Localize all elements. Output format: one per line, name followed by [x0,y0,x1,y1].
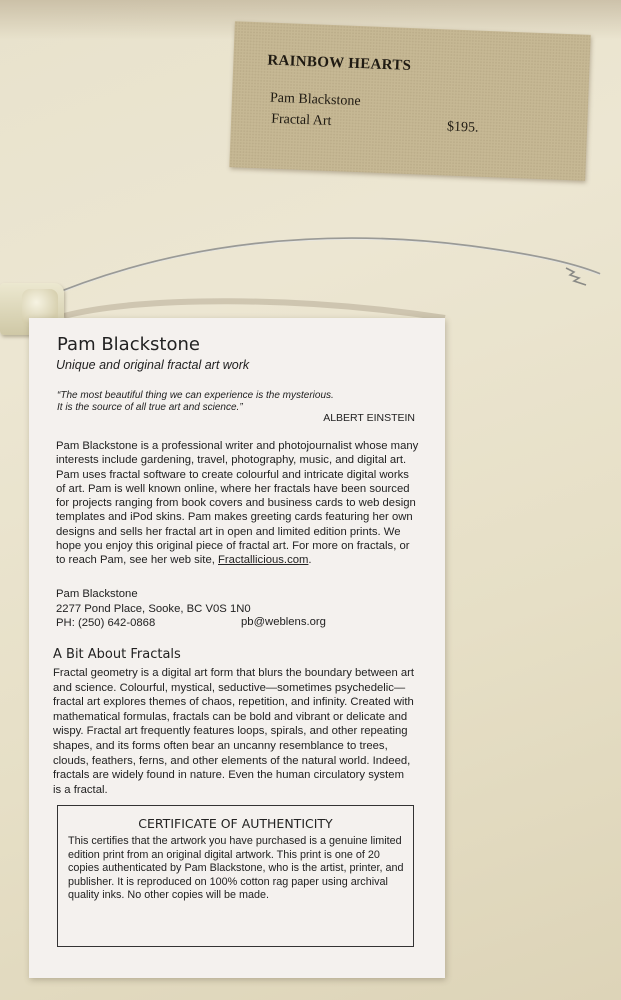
certificate-box [57,805,414,947]
certificate-text: This certifies that the artwork you have purchased is a genuine limited edition print from an original digital artwork. This print is one of 20 copies authenticated by Pam Blackstone, who is the artist, printer, and publisher. It is reproduced on 100% cotton rag paper using archival quality inks. No other copies will be made. [68,835,404,902]
artist-bio: Pam Blackstone is a professional writer and photojournalist whose many interests include gardening, travel, photography, music, and digital art. Pam uses fractal software to create colourful and intricate digital works of art. Pam is well known online, where her fractals have been sourced for projects ranging from book covers and business cards to web design templates and iPod skins. Pam makes greeting cards featuring her own designs and sells her fractal art in open and limited edition prints. We hope you enjoy this original piece of fractal art. For more on fractals, or to reach Pam, see her web site, Fractallicious.com. [56,440,419,567]
contact-email: pb@weblens.org [241,616,326,628]
certificate-title: CERTIFICATE OF AUTHENTICITY [138,816,333,831]
artwork-price: $195. [446,119,479,136]
artist-info-sheet [29,318,445,978]
artist-heading: Pam Blackstone [57,334,200,355]
tagline: Unique and original fractal art work [56,358,250,372]
quote-line-2: It is the source of all true art and science.” [57,402,243,413]
artwork-title: RAINBOW HEARTS [267,52,412,75]
fractals-heading: A Bit About Fractals [53,647,181,662]
website-link[interactable]: Fractallicious.com [218,554,309,567]
artist-name: Pam Blackstone [269,90,361,110]
contact-phone: PH: (250) 642-0868 [56,617,156,629]
fractals-text: Fractal geometry is a digital art form that blurs the boundary between art and science. Colourful, mystical, seductive—sometimes psychedelic—fractal art explores themes of chaos, repetition, and infinity. Created with mathematical formulas, fractals can be bold and vibrant or delicate and wispy. Fractal art frequently features loops, spirals, and other repeating shapes, and its forms often bear an uncanny resemblance to trees, clouds, feathers, ferns, and other elements of the natural world. Indeed, fractals are widely found in nature. Even the human circulatory system is a fractal. [53,667,415,796]
contact-address: 2277 Pond Place, Sooke, BC V0S 1N0 [56,602,251,615]
contact-block [56,587,416,631]
quote-author: ALBERT EINSTEIN [323,412,415,424]
artwork-medium: Fractal Art [270,111,332,129]
contact-name: Pam Blackstone [56,588,138,600]
quote [57,390,417,414]
bio-text: Pam Blackstone is a professional writer and photojournalist whose many interests include gardening, travel, photography, music, and digital art. Pam uses fractal software to create colourful and intricate digital works of art. Pam is well known online, where her fractals have been sourced for projects ranging from book covers and business cards to web design templates and iPod skins. Pam makes greeting cards featuring her own designs and sells her fractal art in open and limited edition prints. We hope you enjoy this original piece of fractal art. For more on fractals, or to reach Pam, see her web site, [56,440,419,567]
quote-line-1: “The most beautiful thing we can experience is the mysterious. [57,390,334,401]
